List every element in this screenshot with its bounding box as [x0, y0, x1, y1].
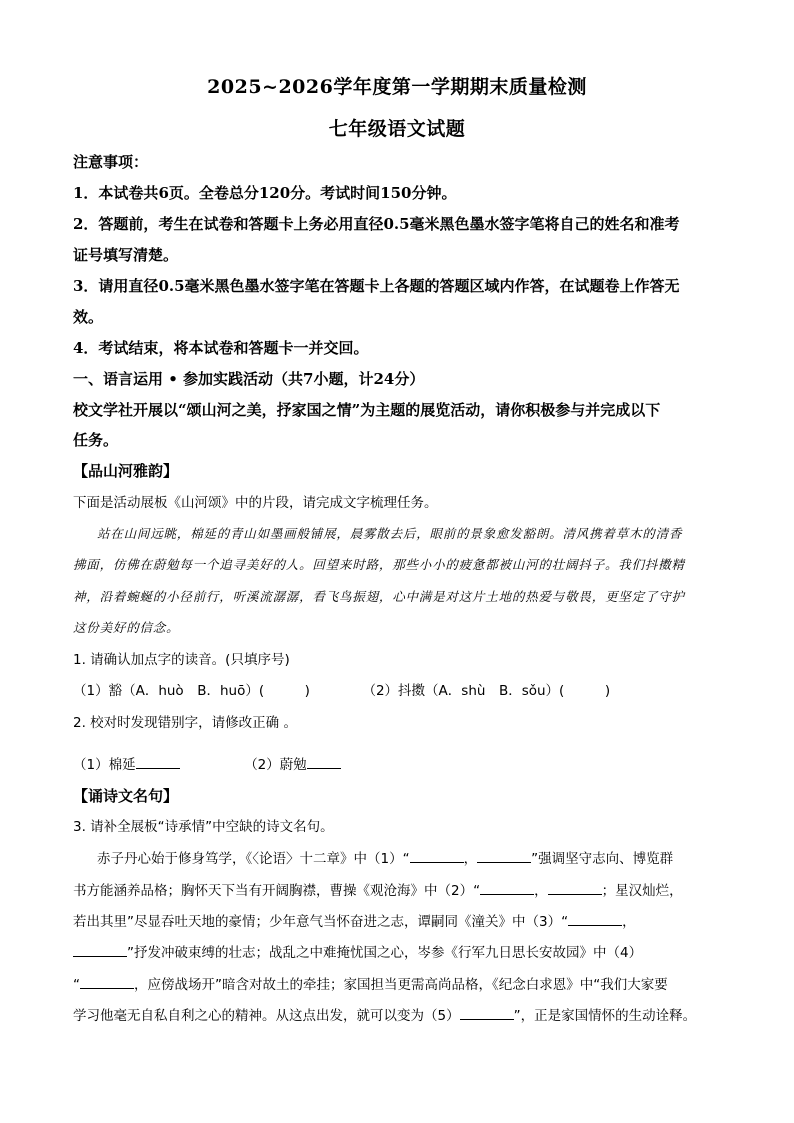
question-1-option-2: （2）抖擞（A．shù B．sǒu）( )	[362, 683, 611, 699]
answer-blank[interactable]	[80, 974, 134, 989]
answer-blank[interactable]	[410, 848, 464, 863]
question-2-option-1: （1）棉延	[73, 757, 136, 773]
notice-item-1: 1．本试卷共6页。全卷总分120分。考试时间150分钟。	[73, 184, 457, 202]
question-2-options	[73, 754, 723, 775]
question-3-line-4: ”抒发冲破束缚的壮志；战乱之中难掩忧国之心，岑参《行军九日思长安故园》中（4）	[73, 942, 723, 963]
section-1-intro-line-1: 校文学社开展以“颂山河之美，抒家国之情”为主题的展览活动，请你积极参与并完成以下	[73, 401, 661, 419]
answer-blank[interactable]	[568, 911, 622, 926]
question-2-option-2: （2）蔚勉	[244, 757, 307, 773]
part-1-heading: 【品山河雅韵】	[73, 462, 179, 480]
passage-line-1: 站在山间远眺，棉延的青山如墨画般铺展，晨雾散去后，眼前的景象愈发豁朗。清风携着草木的清香	[97, 526, 683, 541]
answer-blank[interactable]	[307, 754, 341, 769]
question-3-stem: 3. 请补全展板“诗承情”中空缺的诗文名句。	[73, 819, 334, 835]
answer-blank[interactable]	[477, 848, 531, 863]
section-1-heading: 一、语言运用 • 参加实践活动（共7小题，计24分）	[73, 370, 425, 388]
notice-item-3-line-2: 效。	[73, 308, 104, 326]
notice-item-3-line-1: 3．请用直径0.5毫米黑色墨水签字笔在答题卡上各题的答题区域内作答，在试题卷上作答无	[73, 277, 680, 295]
answer-blank[interactable]	[480, 880, 534, 895]
passage-line-2: 拂面，仿佛在蔚勉每一个追寻美好的人。回望来时路，那些小小的疲惫都被山河的壮阔抖子。我们抖擞精	[73, 557, 685, 572]
answer-blank[interactable]	[136, 754, 180, 769]
question-1-stem: 1. 请确认加点字的读音。(只填序号)	[73, 652, 290, 668]
section-1-intro-line-2: 任务。	[73, 431, 119, 449]
answer-blank[interactable]	[548, 880, 602, 895]
part-1-instruction: 下面是活动展板《山河颂》中的片段，请完成文字梳理任务。	[73, 495, 438, 511]
passage-line-3: 神，沿着蜿蜒的小径前行，听溪流潺潺，看飞鸟振翅，心中满是对这片土地的热爱与敬畏，更坚定了守护	[73, 589, 685, 604]
question-3-line-2: 书方能涵养品格；胸怀天下当有开阔胸襟，曹操《观沧海》中（2）“ ， ；星汉灿烂，	[73, 880, 723, 901]
part-2-heading: 【诵诗文名句】	[73, 787, 179, 805]
notice-item-2-line-1: 2．答题前，考生在试卷和答题卡上务必用直径0.5毫米黑色墨水签字笔将自己的姓名和准考	[73, 215, 680, 233]
answer-blank[interactable]	[73, 942, 127, 957]
exam-subtitle: 七年级语文试题	[328, 118, 466, 140]
question-3-line-5: “ ，应傍战场开”暗含对故土的牵挂；家国担当更需高尚品格，《纪念白求恩》中“我们大家要	[73, 974, 723, 995]
question-2-stem: 2. 校对时发现错别字，请修改正确 。	[73, 715, 297, 731]
question-3-line-6: 学习他毫无自私自利之心的精神。从这点出发，就可以变为（5） ”，正是家国情怀的生动诠释。	[73, 1005, 723, 1026]
passage-line-4: 这份美好的信念。	[73, 620, 180, 635]
question-3-line-1: 赤子丹心始于修身笃学，《〈论语〉十二章》中（1）“ ， ”强调坚守志向、博览群	[97, 848, 722, 869]
answer-blank[interactable]	[460, 1005, 514, 1020]
notice-heading: 注意事项：	[73, 153, 149, 171]
notice-item-2-line-2: 证号填写清楚。	[73, 246, 179, 264]
exam-title: 2025~2026学年度第一学期期末质量检测	[207, 76, 587, 98]
notice-item-4: 4．考试结束，将本试卷和答题卡一并交回。	[73, 339, 369, 357]
question-1-option-1: （1）豁（A．huò B．huō）( )	[73, 683, 310, 699]
question-3-line-3: 若出其里”尽显吞吐天地的豪情；少年意气当怀奋进之志，谭嗣同《潼关》中（3）“ ，	[73, 911, 723, 932]
question-1-options	[73, 681, 723, 701]
